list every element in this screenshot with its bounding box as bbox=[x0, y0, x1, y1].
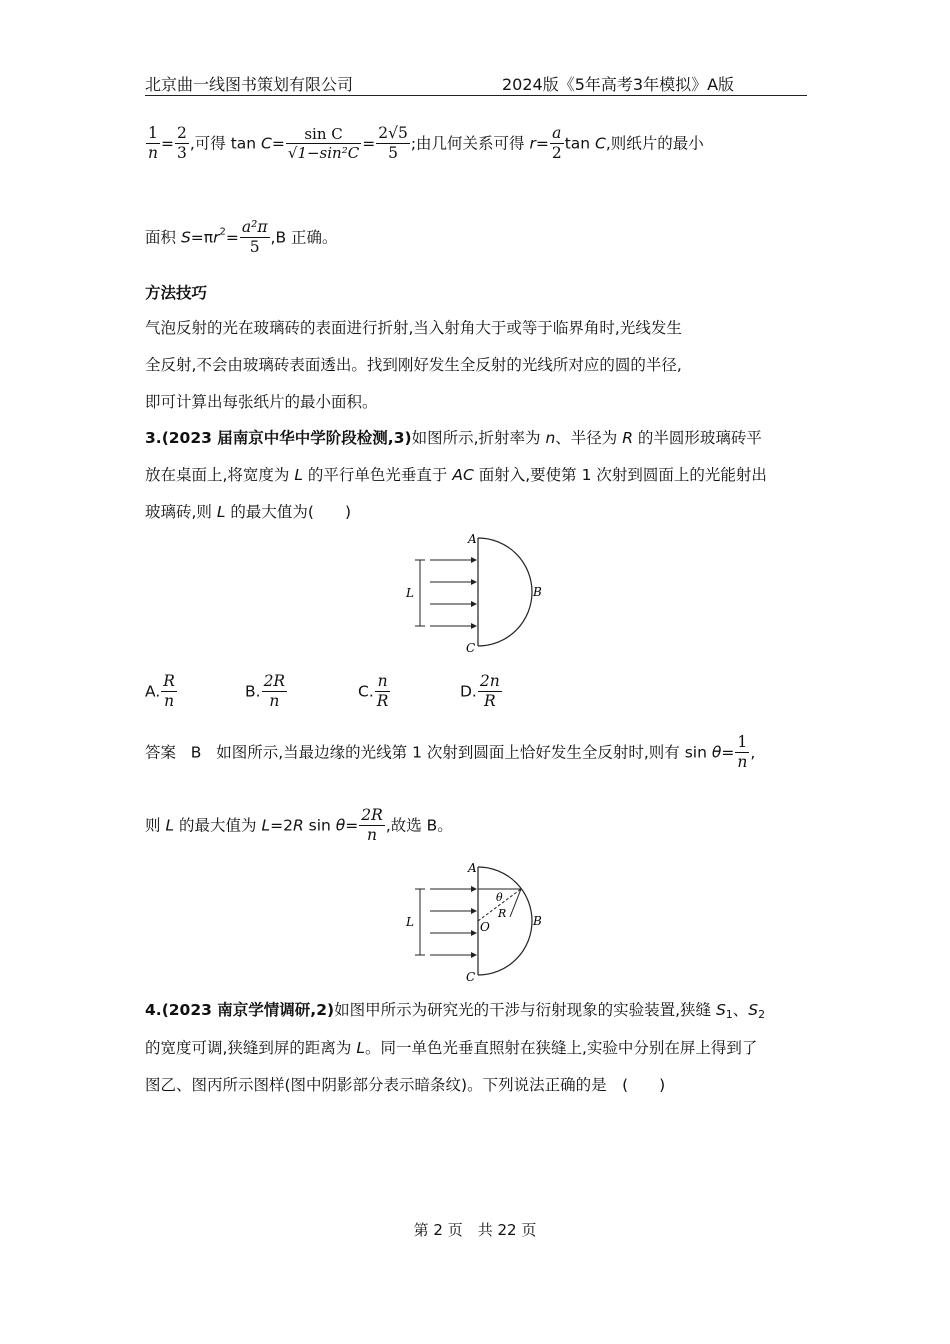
option-d[interactable]: D. $\frac{2n}{R}$ bbox=[460, 672, 500, 711]
q3-line-2: 放在桌面上,将宽度为 L 的平行单色光垂直于 AC 面射入,要使第 1 次射到圆面上的光能射出 bbox=[145, 466, 767, 484]
fig1-label-l: L bbox=[406, 586, 414, 600]
q3-figure-semicircle bbox=[400, 528, 560, 658]
option-c[interactable]: C. $\frac{n}{R}$ bbox=[358, 672, 389, 711]
q4-line-2: 的宽度可调,狭缝到屏的距离为 L。同一单色光垂直照射在狭缝上,实验中分别在屏上得到了 bbox=[145, 1039, 758, 1057]
page-footer: 第 2 页 共 22 页 bbox=[413, 1221, 537, 1239]
fig2-label-o: O bbox=[480, 920, 490, 934]
fig2-label-b: B bbox=[533, 914, 542, 928]
q4-line-1: 4.(2023 南京学情调研,2)如图甲所示为研究光的干涉与衍射现象的实验装置,狭缝 $S_1$、$S_2$ bbox=[145, 1001, 766, 1021]
method-title: 方法技巧 bbox=[145, 284, 208, 302]
q4-line-3: 图乙、图丙所示图样(图中阴影部分表示暗条纹)。下列说法正确的是 ( ) bbox=[145, 1076, 666, 1094]
fig2-label-theta: θ bbox=[496, 891, 503, 904]
fig2-label-a: A bbox=[468, 861, 477, 875]
fig1-label-a: A bbox=[468, 532, 477, 546]
method-line-3: 即可计算出每张纸片的最小面积。 bbox=[145, 393, 378, 411]
header-company: 北京曲一线图书策划有限公司 bbox=[145, 75, 354, 94]
method-line-1: 气泡反射的光在玻璃砖的表面进行折射,当入射角大于或等于临界角时,光线发生 bbox=[145, 319, 682, 337]
fig1-label-c: C bbox=[466, 641, 476, 655]
solution-prev-line-2: 面积 $S=\pi r^2=$ $\frac{\text{a²π}}{5}$ ,B 正确。 bbox=[145, 218, 338, 257]
fig2-label-r: R bbox=[498, 907, 507, 920]
option-b[interactable]: B. $\frac{2R}{n}$ bbox=[245, 672, 286, 711]
q3-answer-figure bbox=[400, 857, 560, 987]
q3-line-3: 玻璃砖,则 L 的最大值为( ) bbox=[145, 503, 352, 521]
header-book-title: 2024版《5年高考3年模拟》A版 bbox=[502, 75, 735, 94]
q3-answer-line-1: 答案 B 如图所示,当最边缘的光线第 1 次射到圆面上恰好发生全反射时,则有 sin θ= $\frac{1}{n}$ , bbox=[145, 733, 756, 772]
q3-line-1: 3.(2023 届南京中华中学阶段检测,3)如图所示,折射率为 n、半径为 R 的半圆形玻璃砖平 bbox=[145, 429, 762, 447]
fig2-label-l: L bbox=[406, 915, 414, 929]
fig1-label-b: B bbox=[533, 585, 542, 599]
option-a[interactable]: A. $\frac{R}{n}$ bbox=[145, 672, 175, 711]
method-line-2: 全反射,不会由玻璃砖表面透出。找到刚好发生全反射的光线所对应的圆的半径, bbox=[145, 356, 682, 374]
fig2-label-c: C bbox=[466, 970, 476, 984]
header-rule bbox=[145, 95, 807, 96]
q3-answer-line-2: 则 L 的最大值为 L=2R sin θ= $\frac{2R}{n}$ ,故选 B。 bbox=[145, 806, 453, 845]
solution-prev-line-1: $\frac{1}{n}$ = $\frac{2}{3}$ ,可得 tan C= $\frac{\text{sin C}}{\text{√1−sin²C}}$ = $\frac{2√5}{5}$ ;由几何关系可得 r= $\frac{a}{2}$ tan C,则纸片的最小 bbox=[148, 124, 704, 163]
